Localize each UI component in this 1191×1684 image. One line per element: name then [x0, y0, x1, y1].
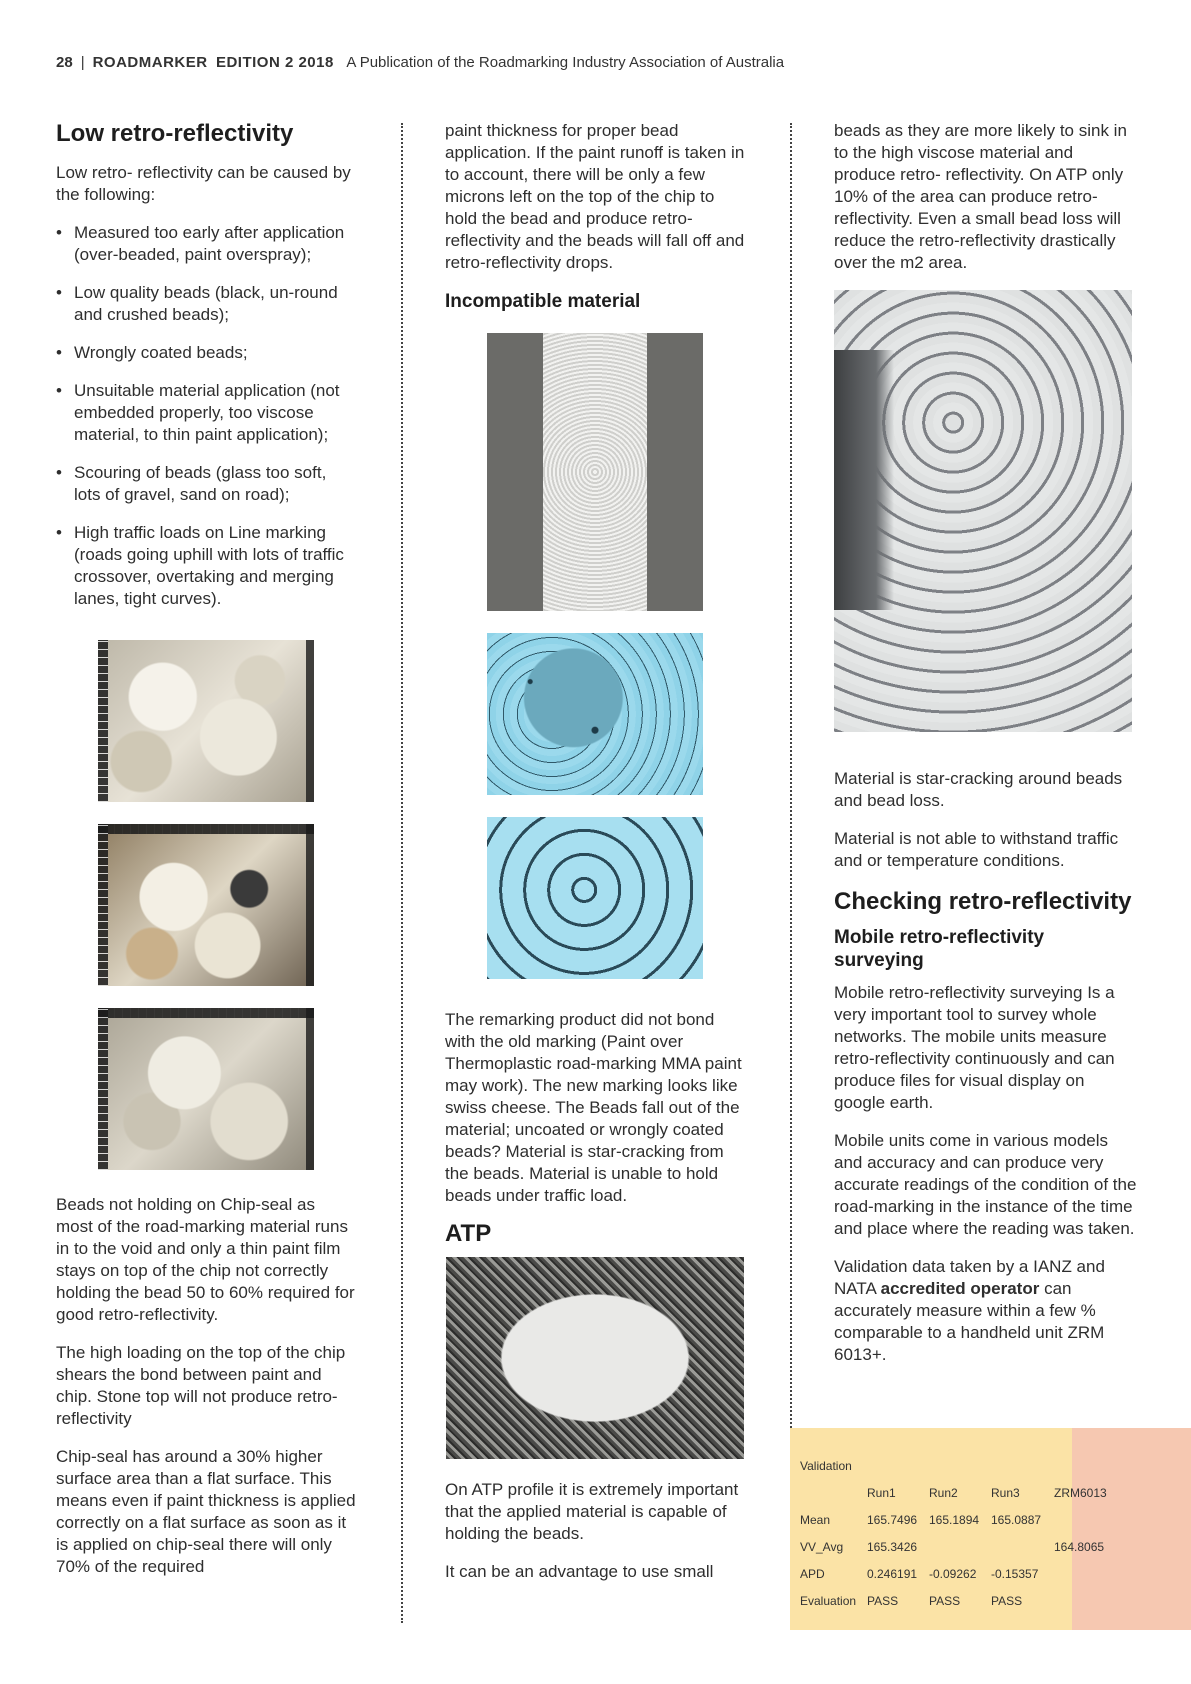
column-2	[445, 120, 745, 1599]
list-item: • Measured too early after application (over-beaded, paint overspray);	[56, 222, 356, 266]
table-cell	[991, 1533, 1054, 1560]
paragraph: Chip-seal has around a 30% higher surface area than a flat surface. This means even if paint thickness is applied correctly on a flat surface as soon as it is applied on chip-seal there will only 70% of the required	[56, 1447, 356, 1576]
table-cell: PASS	[991, 1593, 1023, 1608]
intro-paragraph: Low retro- reflectivity can be caused by the following:	[56, 163, 351, 204]
paragraph: The high loading on the top of the chip shears the bond between paint and chip. Stone top will not produce retro-reflectivity	[56, 1343, 346, 1428]
list-item: • Wrongly coated beads;	[56, 342, 356, 364]
column-3	[834, 120, 1139, 1382]
validation-table	[800, 1452, 1128, 1614]
paragraph: Mobile units come in various models and accuracy and can produce very accurate readings of the condition of the road-marking in the instance of the time and place where the reading was taken.	[834, 1131, 1137, 1238]
table-cell: PASS	[929, 1593, 961, 1608]
list-item: • High traffic loads on Line marking (roads going uphill with lots of traffic crossover, overtaking and merging lanes, tight curves).	[56, 522, 356, 610]
page-number: 28	[56, 54, 73, 71]
table-cell: 0.246191	[867, 1566, 918, 1581]
paragraph: Beads not holding on Chip-seal as most of the road-marking material runs in to the void and only a thin paint film stays on top of the chip not correctly holding the bead 50 to 60% required for good retro-reflectivity.	[56, 1195, 355, 1324]
table-cell: 165.1894	[929, 1512, 980, 1527]
text-span: Validation data taken by a IANZ and NATA	[834, 1257, 1105, 1298]
microscope-photo-1	[487, 633, 703, 795]
table-cell: APD	[800, 1566, 825, 1581]
table-title: Validation	[800, 1458, 852, 1473]
bead-cracking-photo	[834, 290, 1132, 732]
section-heading-checking: Checking retro-reflectivity	[834, 888, 1132, 915]
section-heading-incompatible: Incompatible material	[445, 291, 641, 312]
validation-table-panel	[790, 1428, 1191, 1630]
causes-list	[56, 222, 356, 610]
paragraph	[834, 1256, 1139, 1366]
header-separator: |	[80, 54, 85, 71]
table-cell	[1054, 1587, 1128, 1614]
column-1	[56, 120, 356, 1594]
chip-seal-photo-1	[98, 640, 314, 802]
table-cell: PASS	[867, 1593, 899, 1608]
list-item: • Low quality beads (black, un-round and crushed beads);	[56, 282, 356, 326]
list-item: • Scouring of beads (glass too soft, lots of gravel, sand on road);	[56, 462, 356, 506]
table-cell: VV_Avg	[800, 1539, 844, 1554]
paragraph: The remarking product did not bond with the old marking (Paint over Thermoplastic road-marking MMA paint may work). The new marking looks like swiss cheese. The Beads fall out of the material; uncoated or wrongly coated beads? Material is star-cracking from the beads. Material is unable to hold beads under traffic load.	[445, 1010, 742, 1205]
table-cell	[929, 1533, 991, 1560]
table-cell: 165.0887	[991, 1512, 1042, 1527]
table-cell: -0.09262	[929, 1566, 977, 1581]
table-header-row	[800, 1479, 1128, 1506]
table-cell: 165.7496	[867, 1512, 918, 1527]
column-divider-1	[401, 123, 403, 1623]
table-header-cell: ZRM6013	[1054, 1485, 1107, 1500]
microscope-photo-2	[487, 817, 703, 979]
magazine-name: ROADMARKER	[92, 54, 208, 71]
table-header-cell	[800, 1479, 867, 1506]
text-span: can accurately measure within a few % comparable to a handheld unit ZRM 6013+.	[834, 1279, 1105, 1364]
chip-seal-photo-3	[98, 1008, 314, 1170]
table-row	[800, 1560, 1128, 1587]
table-title-row	[800, 1452, 1128, 1479]
paragraph: On ATP profile it is extremely important that the applied material is capable of holding the beads.	[445, 1480, 739, 1543]
table-header-cell: Run2	[929, 1485, 958, 1500]
chip-seal-photo-2	[98, 824, 314, 986]
page-header	[56, 54, 784, 71]
paragraph: paint thickness for proper bead application. If the paint runoff is taken in to account, there will be only a few microns left on the top of the chip to hold the bead and produce retro-reflectivity and the beads will fall off and retro-reflectivity drops.	[445, 121, 745, 272]
table-cell: Evaluation	[800, 1593, 857, 1608]
atp-profile-photo	[446, 1257, 744, 1459]
paragraph: Mobile retro-reflectivity surveying Is a very important tool to survey whole networks. The mobile units measure retro-reflectivity continuously and can produce files for visual display on google earth.	[834, 983, 1115, 1112]
section-heading-atp: ATP	[445, 1220, 492, 1247]
subheading-mobile-surveying: Mobile retro-reflectivity surveying	[834, 927, 1045, 971]
table-cell	[1054, 1560, 1128, 1587]
table-row	[800, 1587, 1128, 1614]
paragraph: Material is star-cracking around beads and bead loss.	[834, 769, 1123, 810]
table-cell: 165.3426	[867, 1539, 918, 1554]
paragraph: It can be an advantage to use small	[445, 1562, 714, 1581]
edition-label: EDITION 2 2018	[215, 54, 334, 71]
table-header-cell: Run3	[991, 1485, 1020, 1500]
paragraph: Material is not able to withstand traffic and or temperature conditions.	[834, 829, 1119, 870]
table-header-cell: Run1	[867, 1485, 896, 1500]
column-divider-2	[790, 123, 792, 1623]
paragraph: beads as they are more likely to sink in to the high viscose material and produce retro- reflectivity. On ATP only 10% of the area can produce retro-reflectivity. Even a small bead loss will reduce the retro-reflectivity drastically over the m2 area.	[834, 121, 1127, 272]
road-marking-photo	[487, 333, 703, 611]
table-cell	[1054, 1506, 1128, 1533]
table-cell: -0.15357	[991, 1566, 1039, 1581]
table-cell: 164.8065	[1054, 1539, 1105, 1554]
publication-line: A Publication of the Roadmarking Industry Association of Australia	[346, 54, 785, 71]
list-item: • Unsuitable material application (not embedded properly, too viscose material, to thin paint application);	[56, 380, 356, 446]
table-cell: Mean	[800, 1512, 831, 1527]
table-row	[800, 1506, 1128, 1533]
table-row	[800, 1533, 1128, 1560]
bold-term: accredited operator	[880, 1279, 1040, 1298]
section-heading-low-retro: Low retro-reflectivity	[56, 120, 294, 147]
